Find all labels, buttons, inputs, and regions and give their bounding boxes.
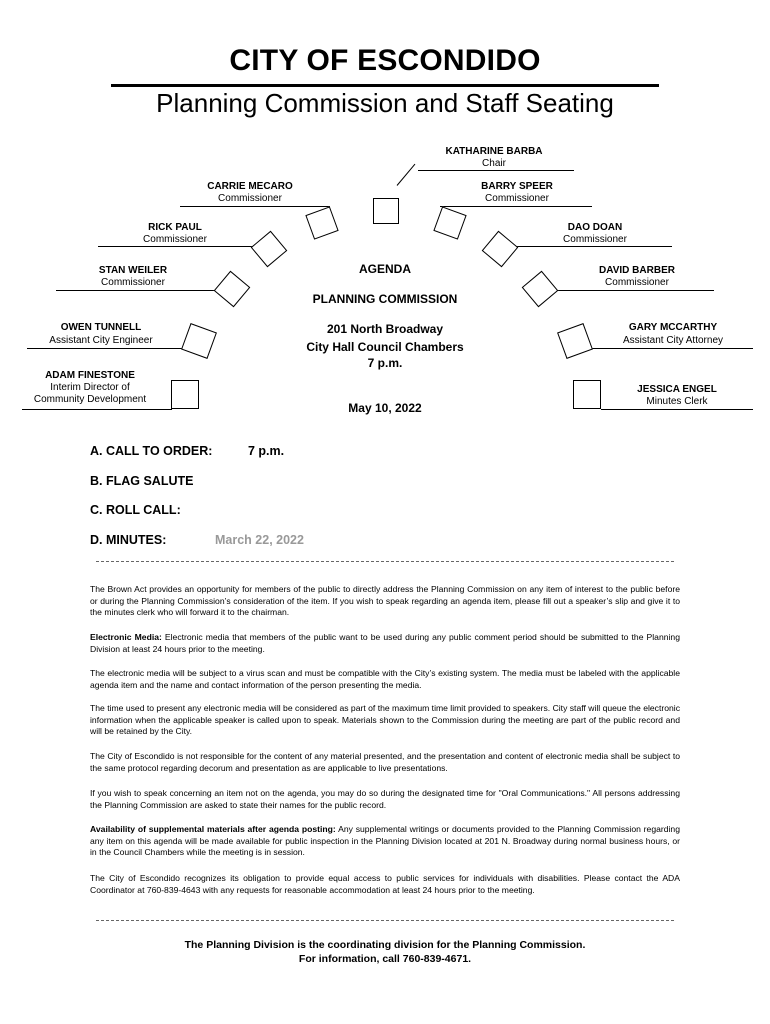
seat-chair-line — [418, 170, 574, 171]
agenda-item-call-to-order: A. CALL TO ORDER: — [90, 444, 213, 458]
seat-gary-box — [557, 323, 593, 359]
seat-carrie-box — [305, 206, 338, 239]
seat-owen-box — [181, 323, 217, 359]
meeting-date: May 10, 2022 — [348, 401, 422, 415]
seat-dao-line — [505, 246, 672, 247]
seat-gary-line — [588, 348, 753, 349]
notice-electronic-media-lead: Electronic Media: — [90, 632, 162, 642]
page-title: CITY OF ESCONDIDO — [229, 44, 541, 77]
seat-rick-name: RICK PAUL — [148, 222, 202, 233]
seat-david-name: DAVID BARBER — [599, 265, 675, 276]
section-divider-top — [96, 561, 674, 562]
agenda-item-minutes: D. MINUTES: — [90, 533, 167, 547]
seat-carrie-role: Commissioner — [218, 193, 282, 204]
seat-dao-box — [482, 231, 519, 268]
seat-carrie-line — [180, 206, 330, 207]
seat-barry-box — [433, 206, 466, 239]
seat-stan-name: STAN WEILER — [98, 265, 168, 276]
seat-david-box — [522, 271, 559, 308]
meeting-time: 7 p.m. — [367, 356, 403, 370]
seat-stan-box — [214, 271, 251, 308]
seat-chair-name: KATHARINE BARBA — [445, 146, 543, 157]
seat-jessica-role: Minutes Clerk — [646, 396, 708, 407]
notice-supplemental-lead: Availability of supplemental materials after agenda posting: — [90, 824, 336, 834]
meeting-address: 201 North Broadway — [326, 322, 444, 336]
notice-brown-act: The Brown Act provides an opportunity for members of the public to directly address the Planning Commission on any item of interest to the public before or during the Planning Commission’s consideration of the item. If you wish to speak regarding an agenda item, please fill out a speaker’s slip and give it to the minutes clerk who will forward it to the chairman. — [90, 584, 680, 618]
seat-adam-box — [171, 380, 199, 409]
agenda-item-call-to-order-time: 7 p.m. — [248, 444, 285, 458]
agenda-heading: AGENDA — [358, 262, 411, 276]
seat-carrie-name: CARRIE MECARO — [207, 181, 293, 192]
seat-gary-role: Assistant City Attorney — [622, 335, 724, 346]
notice-electronic-media-text: Electronic media that members of the public want to be used during any public comment period should be submitted to the Planning Division at least 24 hours prior to the meeting. — [90, 632, 680, 654]
seat-jessica-box — [573, 380, 601, 409]
seat-adam-name: ADAM FINESTONE — [45, 370, 135, 381]
seat-stan-line — [56, 290, 216, 291]
notice-oral-communications: If you wish to speak concerning an item not on the agenda, you may do so during the designated time for "Oral Communications." All persons addressing the Planning Commission are asked to state their names for the public record. — [90, 788, 680, 810]
notice-time-limit: The time used to present any electronic media will be considered as part of the maximum time limit provided to speakers. City staff will queue the electronic information when the applicable speaker is called upon to speak. Materials shown to the Commission during the meeting are part of the public record and will be retained by the City. — [90, 703, 680, 737]
seat-owen-line — [27, 348, 187, 349]
seat-david-line — [552, 290, 714, 291]
notice-ada: The City of Escondido recognizes its obligation to provide equal access to public services for individuals with disabilities. Please contact the ADA Coordinator at 760-839-4643 with any requests for reasonable accommodation at least 24 hours prior to the meeting. — [90, 873, 680, 895]
seat-adam-role-line1: Interim Director of — [50, 382, 130, 393]
seat-barry-line — [440, 206, 592, 207]
page-subtitle: Planning Commission and Staff Seating — [156, 88, 614, 118]
seat-jessica-line — [601, 409, 753, 410]
seat-david-role: Commissioner — [605, 277, 669, 288]
section-divider-bottom — [96, 920, 674, 921]
seat-rick-line — [98, 246, 258, 247]
seat-dao-name: DAO DOAN — [567, 222, 623, 233]
seat-rick-box — [251, 231, 288, 268]
seat-barry-role: Commissioner — [485, 193, 549, 204]
seat-owen-name: OWEN TUNNELL — [60, 322, 142, 333]
seat-barry-name: BARRY SPEER — [481, 181, 553, 192]
minutes-date: March 22, 2022 — [215, 533, 304, 547]
seat-gary-name: GARY MCCARTHY — [628, 322, 718, 333]
seat-rick-role: Commissioner — [143, 234, 207, 245]
title-underline — [111, 84, 659, 87]
seat-jessica-name: JESSICA ENGEL — [637, 384, 717, 395]
seat-chair-connector — [397, 164, 416, 186]
seat-dao-role: Commissioner — [563, 234, 627, 245]
notice-virus-scan: The electronic media will be subject to a virus scan and must be compatible with the City’s existing system. The media must be labeled with the applicable agenda item and the name and contact information of the person presenting the media. — [90, 668, 680, 690]
seat-adam-role-line2: Community Development — [33, 394, 147, 405]
seat-chair-role: Chair — [482, 158, 506, 169]
seat-adam-line — [22, 409, 172, 410]
seat-owen-role: Assistant City Engineer — [49, 335, 153, 346]
notice-electronic-media — [90, 632, 680, 655]
notice-supplemental-text: Any supplemental writings or documents provided to the Planning Commission regarding any item on this agenda will be made available for public inspection in the Planning Division located at 201 N. Broadway during normal business hours, or in the Council Chambers while the meeting is in session. — [90, 824, 680, 858]
meeting-body: PLANNING COMMISSION — [312, 292, 458, 306]
seat-stan-role: Commissioner — [101, 277, 165, 288]
footer-line-1: The Planning Division is the coordinating division for the Planning Commission. — [184, 939, 586, 951]
footer-line-2: For information, call 760-839-4671. — [298, 953, 472, 965]
meeting-location: City Hall Council Chambers — [306, 340, 464, 354]
seat-chair-box — [373, 198, 399, 224]
notice-responsibility: The City of Escondido is not responsible for the content of any material presented, and the presentation and content of electronic media shall be subject to the same protocol regarding decorum and presentation as are applicable to live presentations. — [90, 751, 680, 773]
notice-supplemental-materials — [90, 824, 680, 859]
agenda-item-roll-call: C. ROLL CALL: — [90, 503, 181, 517]
agenda-item-flag-salute: B. FLAG SALUTE — [90, 474, 194, 488]
